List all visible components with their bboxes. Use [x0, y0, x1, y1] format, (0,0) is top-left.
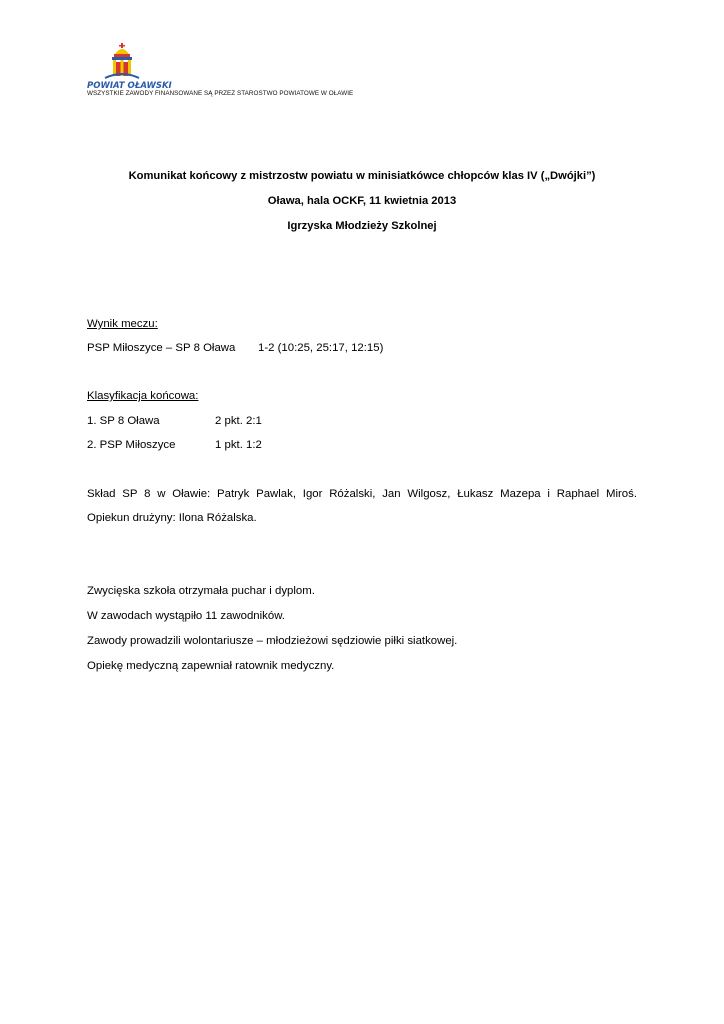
squad-line: Skład SP 8 w Oławie: Patryk Pawlak, Igor Różalski, Jan Wilgosz, Łukasz Mazepa i Raphael Miroś. — [87, 488, 637, 500]
logo-wordmark: POWIAT OŁAWSKI — [87, 81, 172, 91]
classification-points-1: 2 pkt. 2:1 — [215, 415, 262, 427]
coach-line: Opiekun drużyny: Ilona Różalska. — [87, 512, 257, 524]
classification-points-2: 1 pkt. 1:2 — [215, 439, 262, 451]
note-referees: Zawody prowadzili wolontariusze – młodzieżowi sędziowie piłki siatkowej. — [87, 635, 458, 647]
page-title: Komunikat końcowy z mistrzostw powiatu w minisiatkówce chłopców klas IV („Dwójki”) — [128, 170, 596, 182]
event-place-date: Oława, hala OCKF, 11 kwietnia 2013 — [267, 195, 457, 207]
note-medical: Opiekę medyczną zapewniał ratownik medyczny. — [87, 660, 335, 672]
powiat-olawski-logo — [87, 40, 172, 91]
classification-team-2: 2. PSP Miłoszyce — [87, 439, 176, 451]
note-participants: W zawodach wystąpiło 11 zawodników. — [87, 610, 285, 622]
classification-heading: Klasyfikacja końcowa: — [87, 390, 199, 402]
match-result-heading: Wynik meczu: — [87, 318, 158, 330]
note-trophy: Zwycięska szkoła otrzymała puchar i dyplom. — [87, 585, 315, 597]
funding-note: WSZYSTKIE ZAWODY FINANSOWANE SĄ PRZEZ STAROSTWO POWIATOWE W OŁAWIE — [87, 90, 354, 97]
match-teams: PSP Miłoszyce – SP 8 Oława — [87, 342, 236, 354]
classification-team-1: 1. SP 8 Oława — [87, 415, 160, 427]
event-series: Igrzyska Młodzieży Szkolnej — [287, 220, 437, 232]
match-score: 1-2 (10:25, 25:17, 12:15) — [258, 342, 384, 354]
